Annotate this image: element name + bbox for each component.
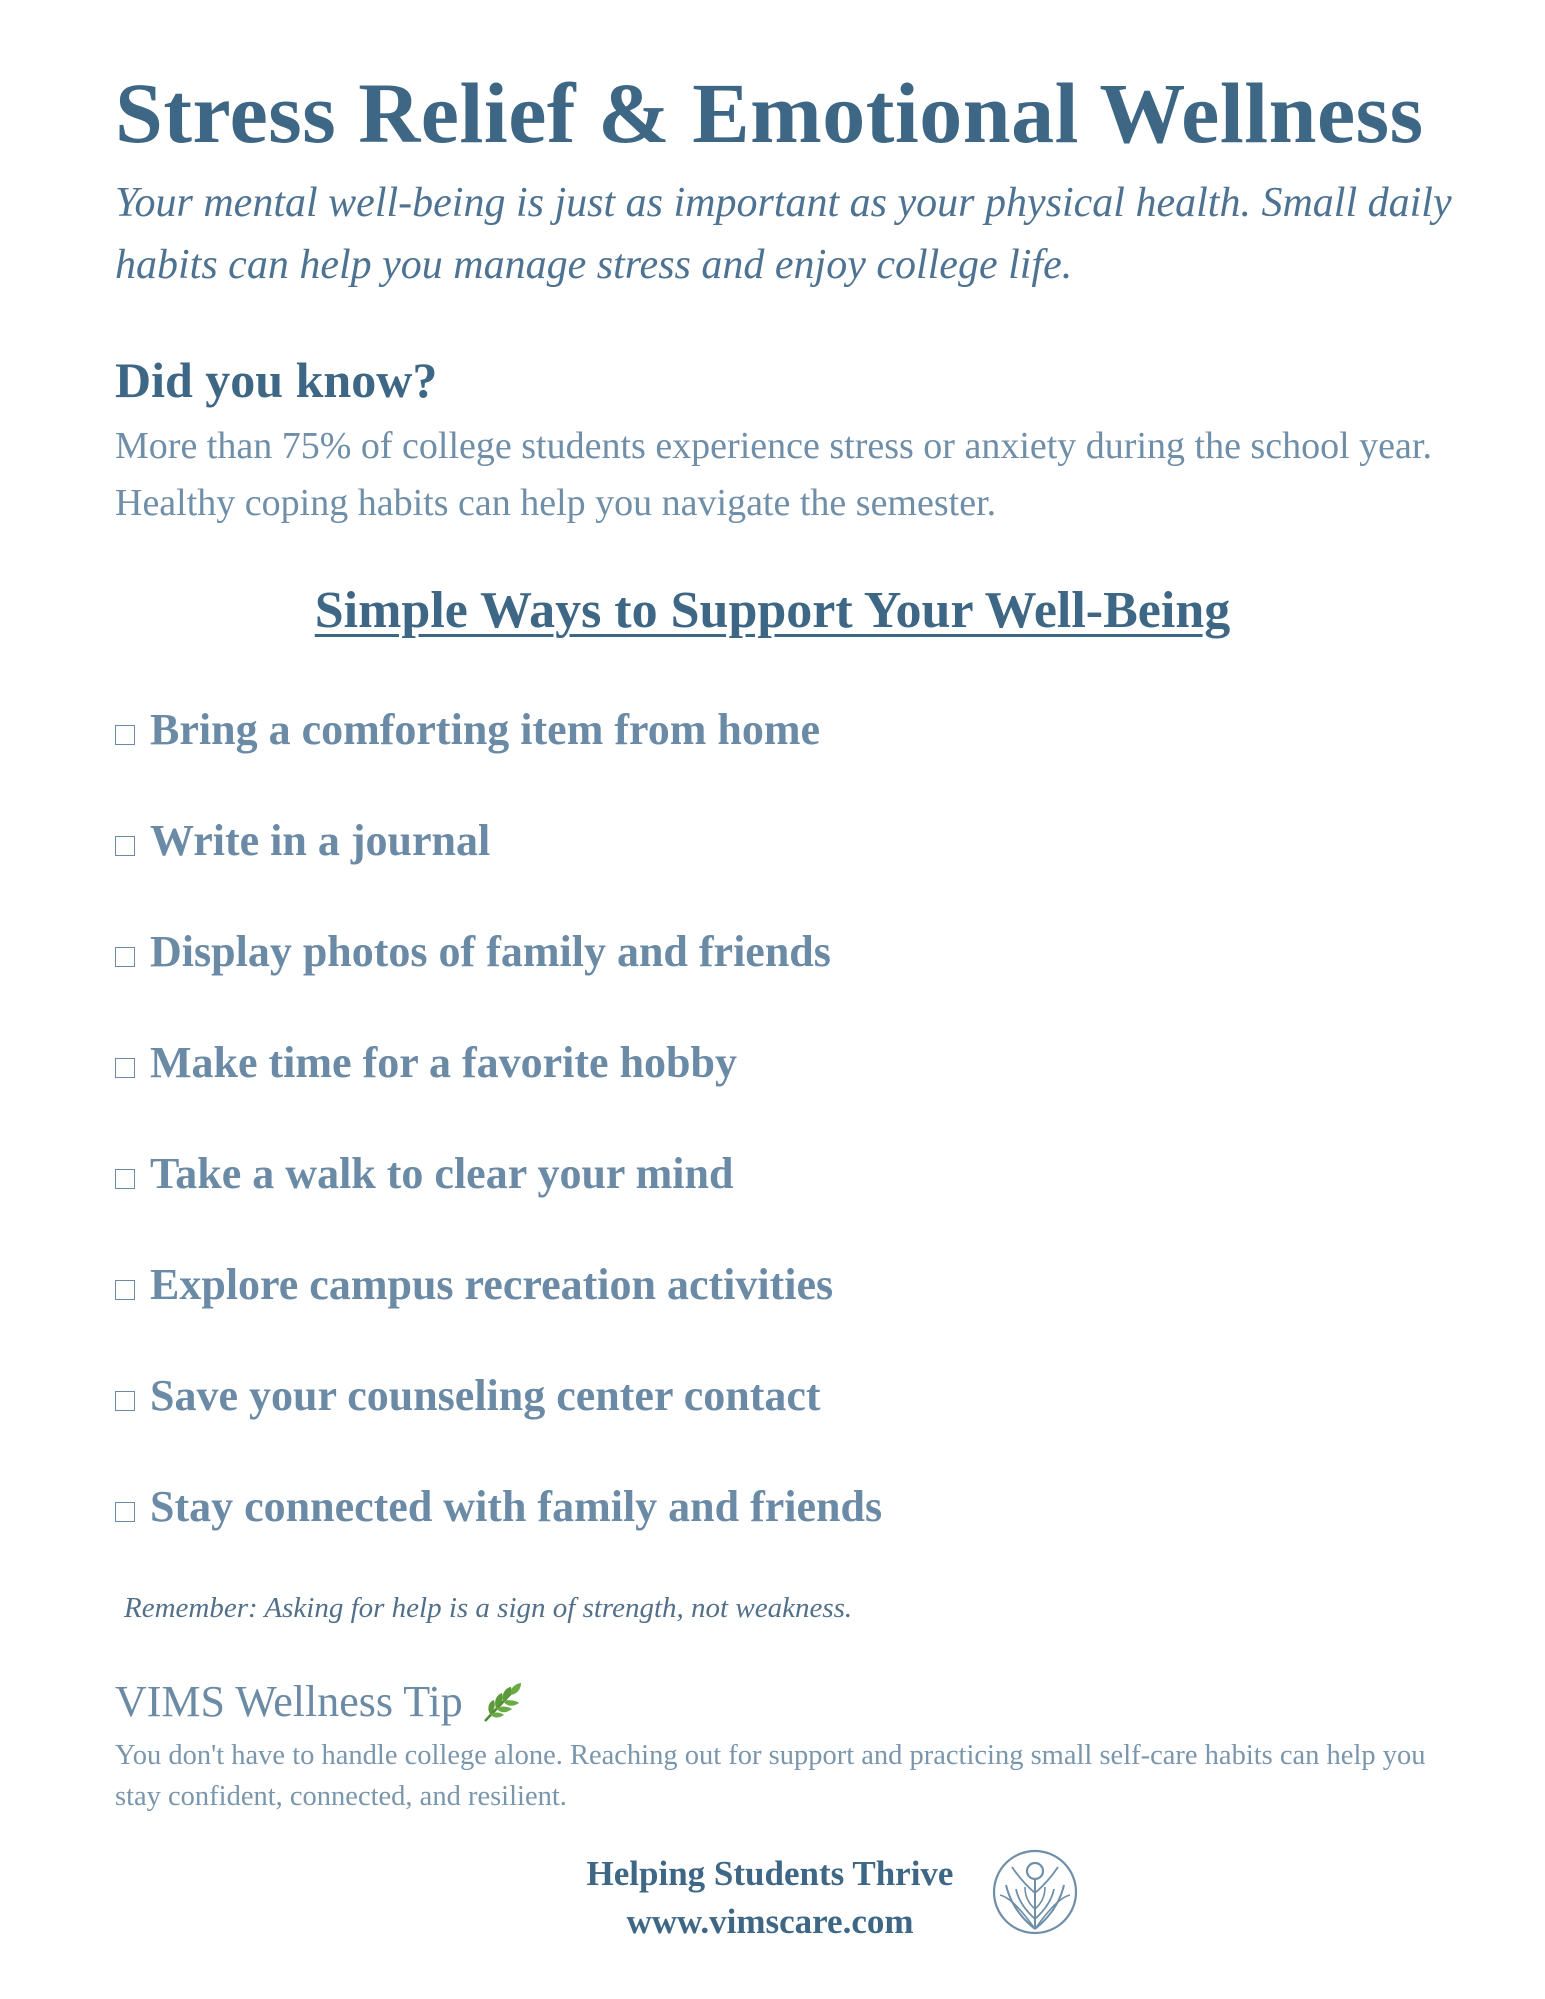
checkbox[interactable] (115, 836, 135, 856)
checklist-item (115, 811, 882, 922)
reminder-text: Remember: Asking for help is a sign of strength, not weakness. (124, 1592, 853, 1624)
checklist-item-label: Write in a journal (150, 816, 491, 865)
footer (560, 1850, 980, 1946)
checkbox[interactable] (115, 1058, 135, 1078)
checkbox[interactable] (115, 947, 135, 967)
checklist-item (115, 700, 882, 811)
tip-text: You don't have to handle college alone. Reaching out for support and practicing small self-care habits can help you stay confident, connected, and resilient. (115, 1740, 1426, 1812)
footer-tagline: Helping Students Thrive (586, 1854, 954, 1893)
checkbox[interactable] (115, 1391, 135, 1411)
checklist-heading: Simple Ways to Support Your Well-Being (314, 582, 1231, 639)
checklist-item (115, 1477, 882, 1588)
checkbox[interactable] (115, 1169, 135, 1189)
tip-heading (115, 1674, 525, 1730)
checkbox[interactable] (115, 1280, 135, 1300)
checklist-item-label: Make time for a favorite hobby (150, 1038, 737, 1087)
footer-website[interactable]: www.vimscare.com (626, 1902, 914, 1941)
checkbox[interactable] (115, 725, 135, 745)
fact-text: More than 75% of college students experience stress or anxiety during the school year. Healthy coping habits can help you navigate the semester. (115, 425, 1432, 524)
fact-heading: Did you know? (115, 352, 438, 408)
checklist-item (115, 1033, 882, 1144)
vims-logo (990, 1847, 1080, 1937)
checklist-item (115, 922, 882, 1033)
checklist-item-label: Save your counseling center contact (150, 1371, 821, 1420)
checklist-item (115, 1366, 882, 1477)
leaf-icon (479, 1679, 525, 1725)
checklist-item-label: Bring a comforting item from home (150, 705, 821, 754)
checklist-item-label: Take a walk to clear your mind (150, 1149, 734, 1198)
checklist-item (115, 1255, 882, 1366)
page-title: Stress Relief & Emotional Wellness (115, 65, 1424, 161)
intro-text: Your mental well-being is just as important as your physical health. Small daily habits can help you manage stress and enjoy college life. (115, 180, 1452, 288)
checklist-item-label: Explore campus recreation activities (150, 1260, 834, 1309)
checklist-item-label: Stay connected with family and friends (150, 1482, 883, 1531)
checklist-item (115, 1144, 882, 1255)
tip-heading-label: VIMS Wellness Tip (115, 1677, 463, 1726)
checklist-item-label: Display photos of family and friends (150, 927, 831, 976)
checklist (115, 700, 882, 1588)
checkbox[interactable] (115, 1502, 135, 1522)
